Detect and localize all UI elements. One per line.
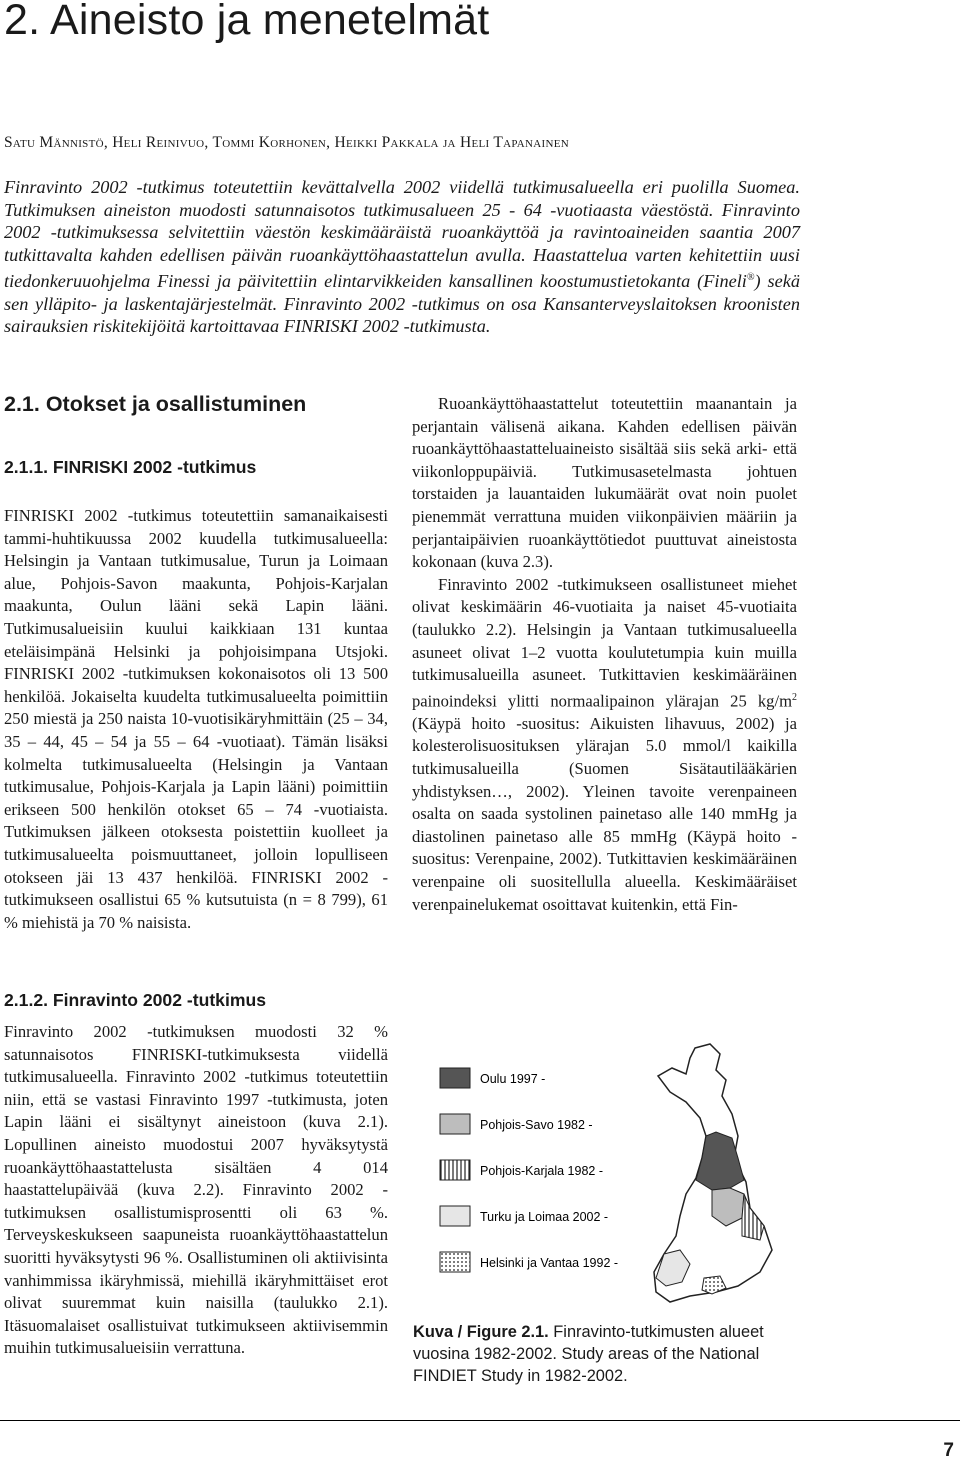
legend-swatch-oulu: [440, 1068, 470, 1088]
region-pohjois-karjala: [742, 1194, 764, 1240]
paragraph-part: Finravinto 2002 -tutkimukseen osallistuneet miehet olivat keskimäärin 46-vuotiaita ja naiset 45-vuotiaita (taulukko 2.2). Helsingin ja Vantaan tutkimusalueella asuneet olivat 1–2 vuotta koulutetumpia kuin muilla tutkimusalueilla asuneet. Tutkittavien keskimääräinen painoindeksi ylitti normaalipainon ylärajan 25 kg/m: [412, 574, 797, 711]
subsection-heading-2-1-2: 2.1.2. Finravinto 2002 -tutkimus: [4, 990, 267, 1010]
legend-label-pohjois-savo: Pohjois-Savo 1982 -: [480, 1118, 593, 1132]
body-text-2-1-2: [4, 1021, 388, 1360]
abstract: [4, 176, 800, 338]
footer-divider: [0, 1420, 960, 1421]
abstract-text: [4, 176, 800, 338]
right-column-text: [412, 393, 797, 916]
section-heading-2-1: 2.1. Otokset ja osallistuminen: [4, 392, 307, 416]
legend-swatch-helsinki-vantaa: [440, 1252, 470, 1272]
authors: Satu Männistö, Heli Reinivuo, Tommi Korhonen, Heikki Pakkala ja Heli Tapanainen: [4, 134, 569, 151]
caption-label: Kuva / Figure 2.1.: [413, 1323, 549, 1341]
registered-mark: ®: [746, 271, 755, 283]
legend-label-oulu: Oulu 1997 -: [480, 1072, 546, 1086]
caption-text: Finravinto-tutkimusten alueet vuosina 1982-2002. Study areas of the National FINDIET Study in 1982-2002.: [413, 1323, 764, 1385]
page-number: 7: [943, 1440, 954, 1461]
superscript: 2: [792, 691, 797, 703]
paragraph: FINRISKI 2002 -tutkimus toteutettiin samanaikaisesti tammi-huhtikuussa 2002 kuudella tutkimusalueella: Helsingin ja Vantaan tutkimusalue, Turun ja Loimaan alue, Pohjois-Savon maakunta, Pohjois-Karjalan maakunta, Oulun lääni sekä Lapin lääni. Tutkimusalueisiin kuului kaikkiaan 131 kuntaa eteläisimpänä Helsinki ja pohjoisimpana Utsjoki. FINRISKI 2002 -tutkimuksen kokonaisotos oli 13 500 henkilöä. Jokaiselta kuudelta tutkimusalueelta poimittiin 250 miestä ja 250 naista 10-vuotisikäryhmittäin (25 – 34, 35 – 44, 45 – 54 ja 55 – 64 -vuotiaat). Tämän lisäksi kolmelta tutkimusalueelta (Helsingin ja Vantaan tutkimusalue, Pohjois-Karjala ja Lapin lääni) poimittiin erikseen 500 henkilön otokset 65 – 74 -vuotiaista. Tutkimuksen jälkeen otoksesta poistettiin kuolleet ja tutkimusalueelta poismuuttaneet, jolloin lopulliseen otokseen jäi 13 437 henkilöä. FINRISKI 2002 -tutkimukseen osallistui 65 % kutsutuista (n = 8 799), 61 % miehistä ja 70 % naisista.: [4, 506, 388, 932]
paragraph: Finravinto 2002 -tutkimuksen muodosti 32 % satunnaisotos FINRISKI-tutkimuksesta viidellä tutkimusalueella. Finravinto 2002 -tutkimus toteutettiin niin, että se vastasi Finravinto 1997 -tutkimusta, joten Lapin lääni ei sisältynyt aineistoon (kuva 2.1). Lopullinen aineisto muodostui 2007 hyväksytystä ruoankäyttöhaastattelusta sisältäen 4 014 haastattelupäivää (kuva 2.2). Finravinto 2002 -tutkimuksen osallistumisprosentti oli 63 %. Terveyskeskukseen saapuneista ruoankäyttöhaastattelun suoritti hyväksytysti 96 %. Osallistuminen oli aktiivisinta vanhimmissa ikäryhmissä, miehillä ikäryhmittäiset erot olivat suuremmat kuin naisilla (taulukko 2.1). Itäsuomalaiset osallistuivat tutkimukseen aktiivisemmin muihin tutkimusalueisiin verrattuna.: [4, 1022, 388, 1358]
finland-study-areas-map: [420, 1040, 820, 1310]
abstract-part-2: ) sekä sen ylläpito- ja laskentajärjestelmät. Finravinto 2002 -tutkimus on osa Kansanterveyslaitoksen kroonisten sairauksien riskitekijöitä kartoittavaa FINRISKI 2002 -tutkimusta.: [4, 270, 800, 337]
paragraph: Ruoankäyttöhaastattelut toteutettiin maanantain ja perjantain välisenä aikana. Kahden edellisen päivän ruoankäyttöhaastatteluaineisto sisältää siis sekä arki- että viikonloppupäiviä. Tutkimusasetelmasta johtuen torstaiden ja lauantaiden lukumäärät ovat noin puolet pienemmät verrattuna muiden viikonpäivien määriin ja perjantaipäivien ruoankäyttötiedot puuttuvat aineistosta kokonaan (kuva 2.3).: [412, 394, 797, 572]
figure-caption: [413, 1321, 803, 1387]
chapter-title: 2. Aineisto ja menetelmät: [4, 0, 490, 44]
map-legend: [440, 1068, 618, 1272]
paragraph-part: (Käypä hoito -suositus: Aikuisten lihavuus, 2002) ja kolesterolisuosituksen ylärajan 5.0 mmol/l kaikilla tutkimusalueilla (Suomen Sisätautilääkärien yhdistyksen…, 2002). Yleinen tavoite verenpaineen osalta on saada systolinen painetaso alle 140 mmHg ja diastolinen painetaso alle 85 mmHg (Käypä hoito -suositus: Verenpaine, 2002). Tutkittavien keskimääräinen verenpaine oli suositellulla alueella. Keskimääräiset verenpainelukemat osoittavat kuitenkin, että Fin-: [412, 713, 797, 914]
subsection-heading-2-1-1: 2.1.1. FINRISKI 2002 -tutkimus: [4, 457, 257, 477]
legend-label-pohjois-karjala: Pohjois-Karjala 1982 -: [480, 1164, 603, 1178]
abstract-part-1: Finravinto 2002 -tutkimus toteutettiin kevättalvella 2002 viidellä tutkimusalueella eri puolilla Suomea. Tutkimuksen aineiston muodosti satunnaisotos tutkimusalueen 25 - 64 -vuotiaasta väestöstä. Finravinto 2002 -tutkimuksessa selvitettiin väestön keskimääräistä ruoankäyttöä ja ravintoaineiden saantia 2007 tutkittavalta kahden edellisen päivän ruoankäyttöhaastattelun avulla. Haastattelua varten kehitettiin uusi tiedonkeruuohjelma Finessi ja päivitettiin elintarvikkeiden kansallinen koostumustietokanta (Fineli: [4, 177, 800, 291]
paragraph: [412, 574, 797, 916]
legend-swatch-pohjois-savo: [440, 1114, 470, 1134]
legend-label-helsinki-vantaa: Helsinki ja Vantaa 1992 -: [480, 1256, 619, 1270]
legend-label-turku-loimaa: Turku ja Loimaa 2002 -: [480, 1210, 609, 1224]
body-text-2-1-1: [4, 505, 388, 934]
legend-swatch-pohjois-karjala: [440, 1160, 470, 1180]
legend-swatch-turku-loimaa: [440, 1206, 470, 1226]
